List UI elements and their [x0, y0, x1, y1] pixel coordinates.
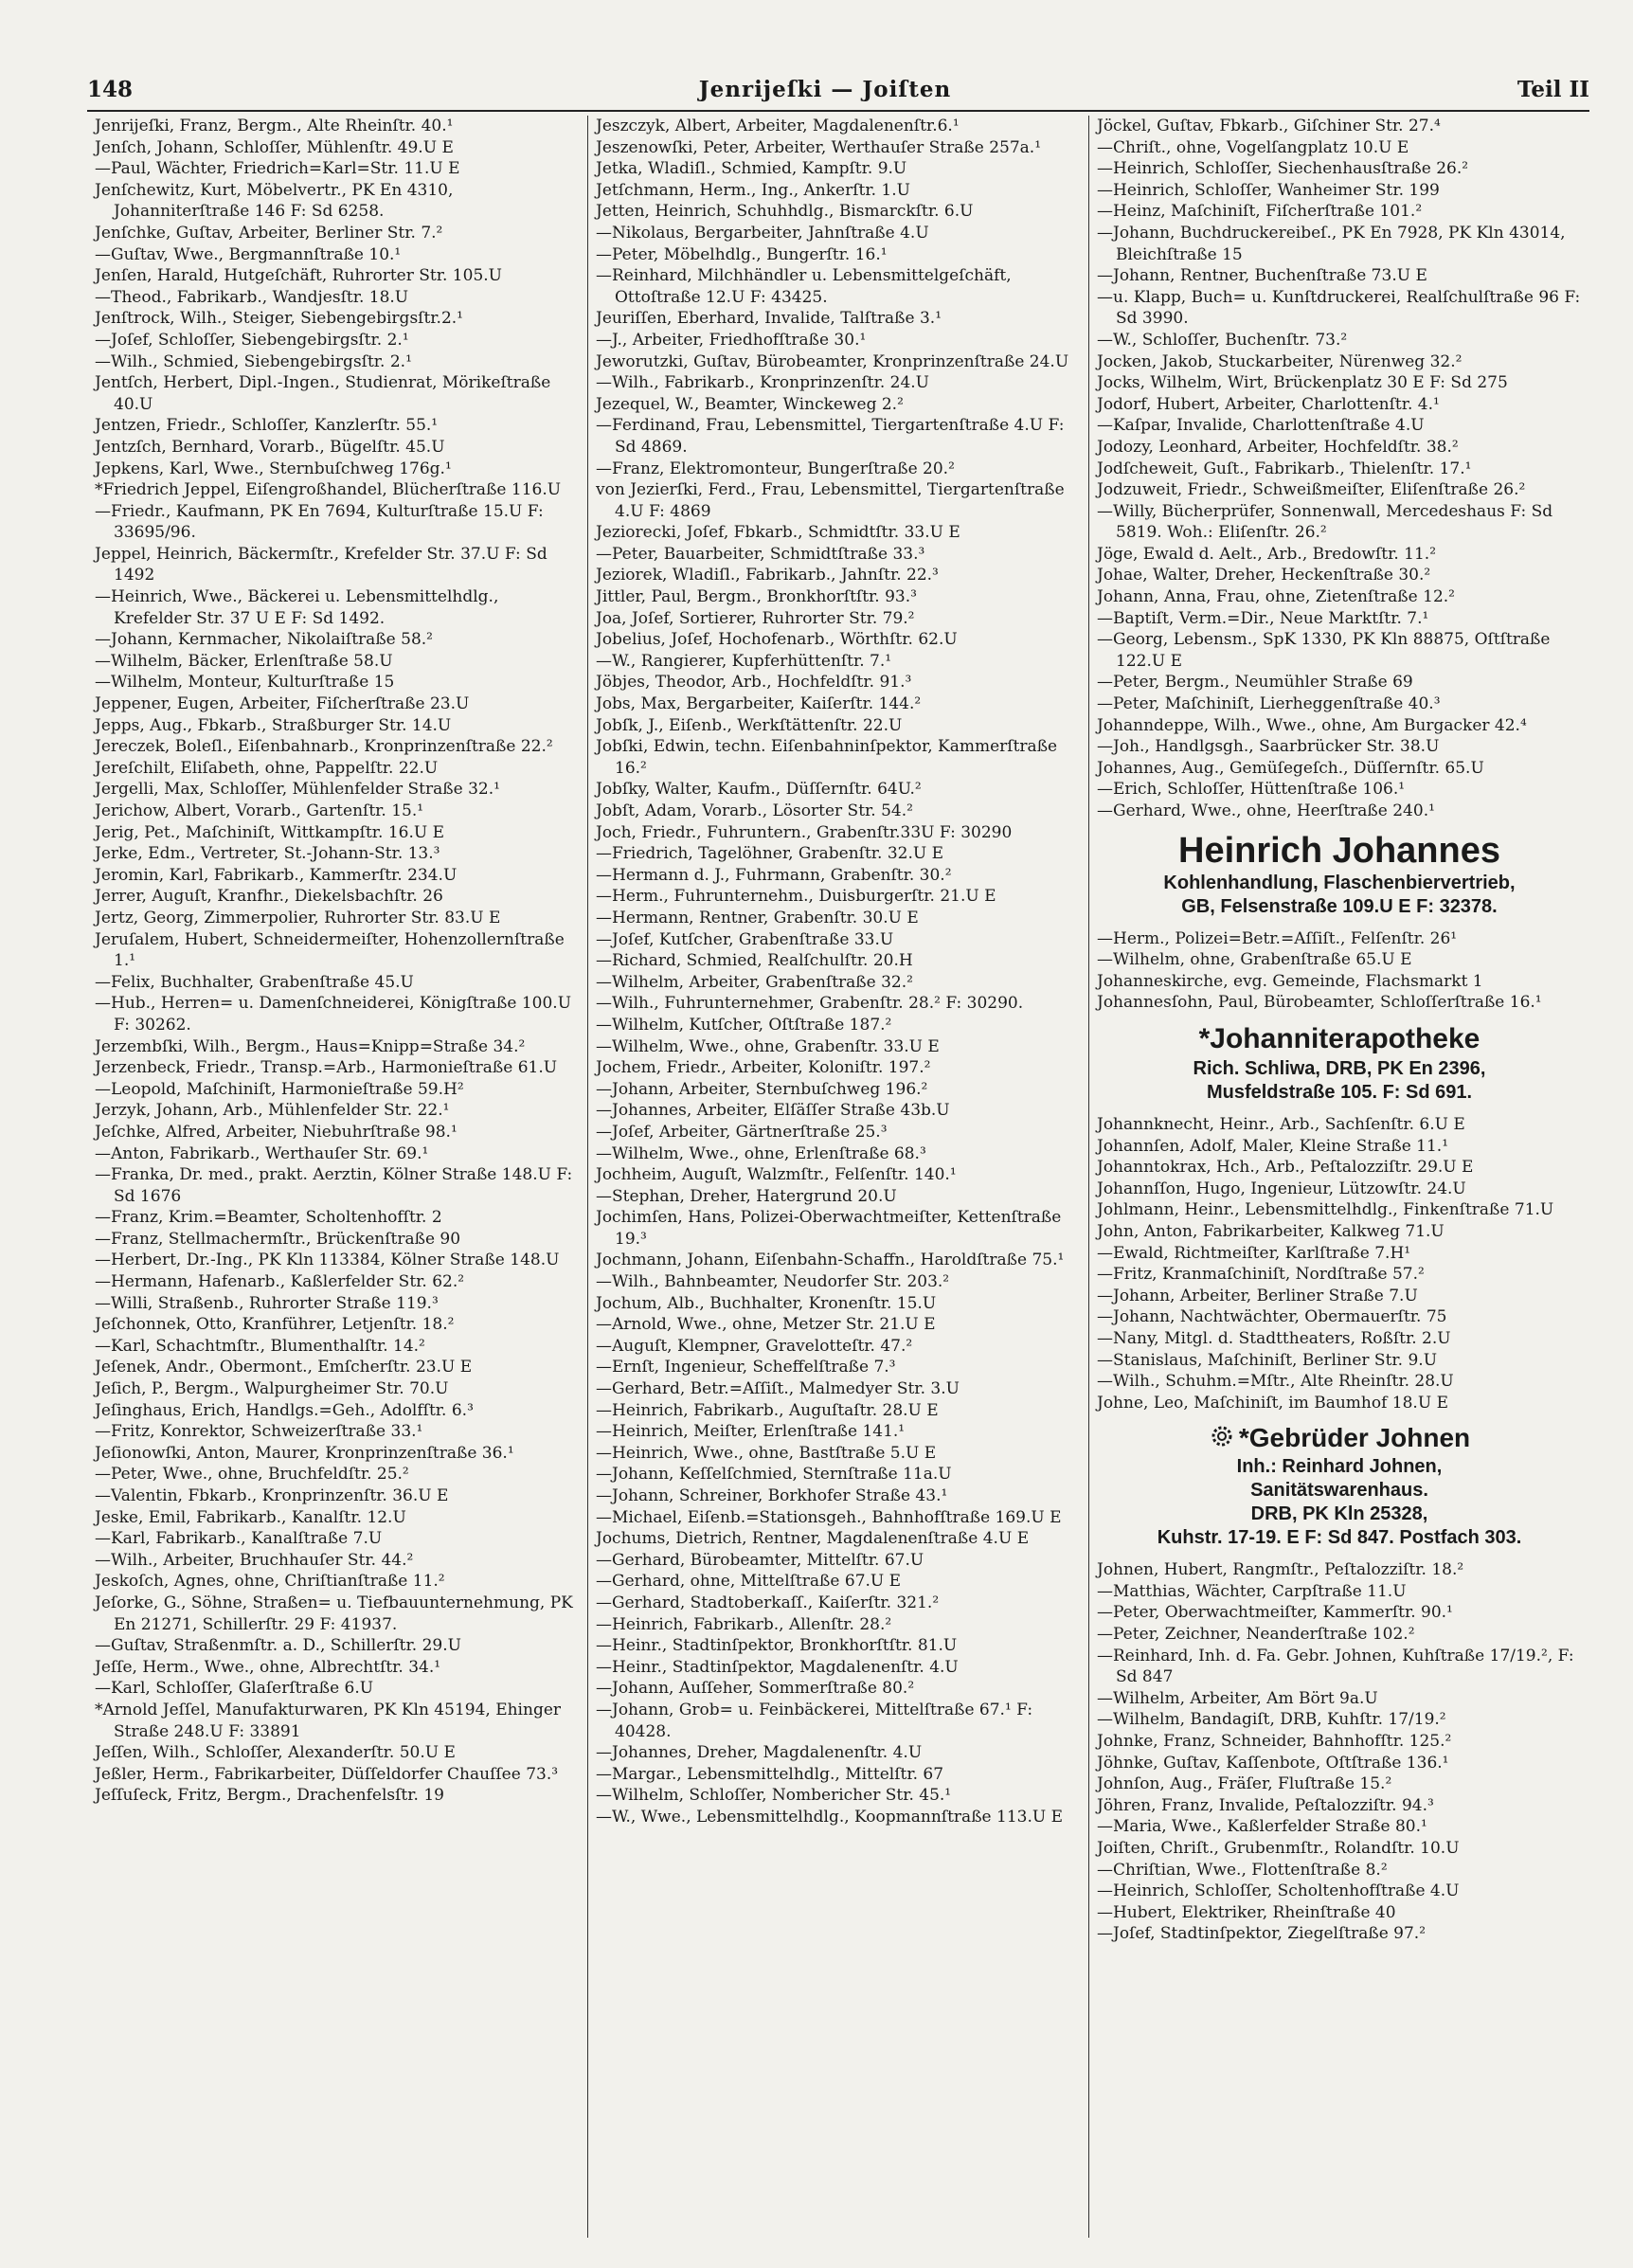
directory-entry: Jeſſe, Herm., Wwe., ohne, Albrechtſtr. 34.¹ — [95, 1657, 441, 1677]
directory-entry: Jenſchewitz, Kurt, Möbelvertr., PK En 4310, Johanniterſtraße 146 F: Sd 6258. — [95, 180, 454, 222]
directory-entry: Jobs, Max, Bergarbeiter, Kaiſerſtr. 144.² — [596, 694, 922, 714]
directory-entry: *Friedrich Jeppel, Eiſengroßhandel, Blücherſtraße 116.U — [95, 480, 562, 500]
directory-entry: —Johann, Buchdruckereibeſ., PK En 7928, PK Kln 43014, Bleichſtraße 15 — [1097, 223, 1566, 264]
directory-entry: —Karl, Fabrikarb., Kanalſtraße 7.U — [95, 1529, 383, 1549]
directory-entry: —Joſef, Arbeiter, Gärtnerſtraße 25.³ — [596, 1122, 888, 1142]
directory-entry: —Johann, Rentner, Buchenſtraße 73.U E — [1097, 266, 1427, 286]
directory-entry: —Peter, Zeichner, Neanderſtraße 102.² — [1097, 1625, 1415, 1645]
directory-entry: Jepkens, Karl, Wwe., Sternbuſchweg 176g.¹ — [95, 459, 452, 478]
advert-line: Kuhstr. 17-19. E F: Sd 847. Postfach 303. — [1157, 1527, 1522, 1549]
directory-entry: Jittler, Paul, Bergm., Bronkhorſtſtr. 93.³ — [596, 587, 917, 607]
directory-entry: Johlmann, Heinr., Lebensmittelhdlg., Finkenſtraße 71.U — [1097, 1200, 1554, 1220]
directory-entry: Jereczek, Boleſl., Eiſenbahnarb., Kronprinzenſtraße 22.² — [95, 737, 553, 757]
directory-entry: Jenſchke, Guſtav, Arbeiter, Berliner Str. 7.² — [95, 223, 443, 243]
directory-entry: Johanneskirche, evg. Gemeinde, Flachsmarkt 1 — [1097, 971, 1483, 991]
directory-entry: —Heinrich, Wwe., Bäckerei u. Lebensmittelhdlg., Krefelder Str. 37 U E F: Sd 1492. — [95, 587, 499, 628]
directory-entry: Jerig, Pet., Maſchiniſt, Wittkampſtr. 16.U E — [95, 822, 445, 842]
directory-entry: Jodozy, Leonhard, Arbeiter, Hochfeldſtr. 38.² — [1097, 437, 1459, 457]
directory-entry: Jeſenek, Andr., Obermont., Emſcherſtr. 23.U E — [95, 1358, 473, 1377]
directory-entry: —W., Schloſſer, Buchenſtr. 73.² — [1097, 330, 1348, 350]
directory-entry: —Fritz, Konrektor, Schweizerſtraße 33.¹ — [95, 1422, 423, 1442]
directory-entry: Jerzyk, Johann, Arb., Mühlenfelder Str. 22.¹ — [95, 1101, 450, 1121]
directory-entry: —Michael, Eiſenb.=Stationsgeh., Bahnhofſtraße 169.U E — [596, 1507, 1062, 1527]
directory-entry: Jeziorek, Wladiſl., Fabrikarb., Jahnſtr. 22.³ — [596, 566, 939, 585]
page-range-title: Jenrijeſki — Joiſten — [698, 76, 952, 102]
directory-entry: —Matthias, Wächter, Carpſtraße 11.U — [1097, 1581, 1407, 1601]
directory-entry: —Johann, Keſſelſchmied, Sternſtraße 11a.U — [596, 1465, 952, 1485]
directory-entry: —Heinr., Stadtinſpektor, Bronkhorſtſtr. 81.U — [596, 1636, 958, 1656]
directory-entry: —Wilh., Schuhm.=Mſtr., Alte Rheinſtr. 28.U — [1097, 1372, 1454, 1392]
directory-entry: Jeſorke, G., Söhne, Straßen= u. Tiefbauunternehmung, PK En 21271, Schillerſtr. 29 F: 41937. — [95, 1593, 573, 1634]
directory-entry: —Johann, Kernmacher, Nikolaiſtraße 58.² — [95, 630, 433, 650]
directory-entry: Jobſk, J., Eiſenb., Werkſtättenſtr. 22.U — [596, 715, 903, 735]
directory-entry: Jereſchilt, Eliſabeth, ohne, Pappelſtr. 22.U — [95, 758, 439, 778]
directory-entry: Jenrijeſki, Franz, Bergm., Alte Rheinſtr. 40.¹ — [95, 117, 454, 135]
directory-entry: —Johann, Auſſeher, Sommerſtraße 80.² — [596, 1679, 915, 1699]
directory-entry: Jöckel, Guſtav, Fbkarb., Giſchiner Str. 27.⁴ — [1097, 117, 1441, 135]
column-3-top-list — [1097, 116, 1582, 822]
directory-entry: —Hermann, Rentner, Grabenſtr. 30.U E — [596, 908, 919, 927]
directory-entry: —Franz, Elektromonteur, Bungerſtraße 20.² — [596, 459, 955, 478]
column-2 — [587, 116, 1088, 2238]
directory-entry: Johannknecht, Heinr., Arb., Sachſenſtr. 6.U E — [1097, 1114, 1465, 1134]
directory-entry: —Wilhelm, Bäcker, Erlenſtraße 58.U — [95, 651, 393, 671]
directory-entry: —J., Arbeiter, Friedhofſtraße 30.¹ — [596, 330, 867, 350]
directory-entry: —Peter, Bauarbeiter, Schmidtſtraße 33.³ — [596, 544, 925, 564]
directory-entry: —Wilh., Bahnbeamter, Neudorfer Str. 203.² — [596, 1272, 950, 1292]
directory-entry: —Heinrich, Fabrikarb., Auguſtaſtr. 28.U E — [596, 1400, 939, 1420]
directory-entry: Jochimſen, Hans, Polizei-Oberwachtmeiſter, Kettenſtraße 19.³ — [596, 1208, 1062, 1249]
directory-entry: —Herm., Fuhrunternehm., Duisburgerſtr. 21.U E — [596, 887, 996, 907]
directory-entry: —Valentin, Fbkarb., Kronprinzenſtr. 36.U E — [95, 1486, 449, 1505]
directory-entry: Jodorf, Hubert, Arbeiter, Charlottenſtr. 4.¹ — [1097, 394, 1440, 414]
directory-entry: Jeßler, Herm., Fabrikarbeiter, Düſſeldorfer Chauſſee 73.³ — [95, 1764, 559, 1784]
directory-entry: Jergelli, Max, Schloſſer, Mühlenfelder Straße 32.¹ — [95, 780, 500, 800]
directory-entry: Jodſcheweit, Guſt., Fabrikarb., Thielenſtr. 17.¹ — [1097, 459, 1472, 478]
directory-entry: —Franka, Dr. med., prakt. Aerztin, Kölner Straße 148.U F: Sd 1676 — [95, 1165, 573, 1206]
directory-entry: —Joſef, Kutſcher, Grabenſtraße 33.U — [596, 929, 894, 949]
directory-entry: Jezequel, W., Beamter, Winckeweg 2.² — [596, 394, 904, 414]
directory-entry: —Hub., Herren= u. Damenſchneiderei, Königſtraße 100.U F: 30262. — [95, 994, 572, 1035]
directory-entry: —Guſtav, Straßenmſtr. a. D., Schillerſtr. 29.U — [95, 1636, 461, 1656]
directory-entry: Jentſch, Herbert, Dipl.-Ingen., Studienrat, Mörikeſtraße 40.U — [95, 373, 551, 414]
directory-entry: Jeſſuſeck, Fritz, Bergm., Drachenfelsſtr. 19 — [95, 1786, 444, 1806]
directory-entry: Joa, Joſef, Sortierer, Ruhrorter Str. 79.² — [596, 608, 915, 628]
directory-entry: —Wilhelm, Arbeiter, Grabenſtraße 32.² — [596, 972, 913, 992]
directory-entry: —Johannes, Dreher, Magdalenenſtr. 4.U — [596, 1743, 923, 1763]
directory-entry: —Gerhard, Stadtoberkaſſ., Kaiſerſtr. 321.² — [596, 1593, 940, 1612]
directory-entry: Jocken, Jakob, Stuckarbeiter, Nürenweg 32.² — [1097, 351, 1463, 371]
directory-entry: Joiſten, Chriſt., Grubenmſtr., Rolandſtr. 10.U — [1097, 1839, 1460, 1858]
directory-entry: —Anton, Fabrikarb., Werthauſer Str. 69.¹ — [95, 1143, 429, 1163]
directory-entry: —Wilh., Arbeiter, Bruchhauſer Str. 44.² — [95, 1550, 414, 1570]
directory-entry: —Heinr., Stadtinſpektor, Magdalenenſtr. 4.U — [596, 1657, 959, 1677]
directory-entry: —Baptiſt, Verm.=Dir., Neue Marktſtr. 7.¹ — [1097, 608, 1429, 628]
column-3-bottom-list — [1097, 1559, 1582, 1945]
directory-entry: —Theod., Fabrikarb., Wandjesſtr. 18.U — [95, 287, 409, 307]
advert-heinrich-johannes — [1097, 830, 1582, 919]
directory-entry: Jeſchonnek, Otto, Kranführer, Letjenſtr. 18.² — [95, 1315, 455, 1335]
directory-entry: Jeske, Emil, Fabrikarb., Kanalſtr. 12.U — [95, 1507, 406, 1527]
directory-page — [87, 68, 1589, 2238]
directory-entry: —Johann, Arbeiter, Sternbuſchweg 196.² — [596, 1079, 928, 1099]
directory-entry: —Chriſt., ohne, Vogelſangplatz 10.U E — [1097, 137, 1409, 157]
directory-entry: —Hermann d. J., Fuhrmann, Grabenſtr. 30.² — [596, 865, 952, 885]
directory-entry: Jeſionowſki, Anton, Maurer, Kronprinzenſtraße 36.¹ — [95, 1443, 514, 1463]
directory-entry: —Gerhard, Betr.=Aſſiſt., Malmedyer Str. 3.U — [596, 1379, 960, 1399]
directory-entry: Jöhnke, Guſtav, Kaſſenbote, Oſtſtraße 136.¹ — [1097, 1753, 1449, 1773]
directory-entry: —Kaſpar, Invalide, Charlottenſtraße 4.U — [1097, 416, 1425, 436]
column-3-mid2-list — [1097, 1114, 1582, 1413]
directory-entry: —Wilh., Schmied, Siebengebirgsſtr. 2.¹ — [95, 351, 412, 371]
directory-entry: —Herbert, Dr.-Ing., PK Kln 113384, Kölner Straße 148.U — [95, 1251, 560, 1270]
directory-entry: Jeſinghaus, Erich, Handlgs.=Geh., Adolfſtr. 6.³ — [95, 1400, 474, 1420]
directory-entry: —Erich, Schloſſer, Hüttenſtraße 106.¹ — [1097, 780, 1406, 800]
advert-title: *Gebrüder Johnen — [1238, 1423, 1471, 1453]
directory-entry: Jerke, Edm., Vertreter, St.-Johann-Str. 13.³ — [95, 844, 440, 864]
page-header — [87, 68, 1589, 112]
column-1 — [87, 116, 587, 2238]
directory-entry: —Franz, Stellmachermſtr., Brückenſtraße 90 — [95, 1229, 461, 1249]
directory-entry: Johanndeppe, Wilh., Wwe., ohne, Am Burgacker 42.⁴ — [1097, 715, 1527, 735]
directory-entry: Johne, Leo, Maſchiniſt, im Baumhof 18.U E — [1097, 1393, 1448, 1413]
directory-entry: —Leopold, Maſchiniſt, Harmonieſtraße 59.H² — [95, 1079, 464, 1099]
directory-entry: Jenſch, Johann, Schloſſer, Mühlenſtr. 49.U E — [95, 137, 454, 157]
directory-entry: Jerichow, Albert, Vorarb., Gartenſtr. 15.¹ — [95, 801, 424, 820]
directory-entry: —Wilh., Fabrikarb., Kronprinzenſtr. 24.U — [596, 373, 930, 393]
directory-entry: Jenſtrock, Wilh., Steiger, Siebengebirgsſtr.2.¹ — [95, 309, 463, 329]
directory-entry: —W., Rangierer, Kupferhüttenſtr. 7.¹ — [596, 651, 892, 671]
directory-entry: —Wilhelm, Schloſſer, Nombericher Str. 45.¹ — [596, 1786, 952, 1806]
directory-entry: —Wilh., Fuhrunternehmer, Grabenſtr. 28.² F: 30290. — [596, 994, 1024, 1014]
part-label: Teil II — [1516, 76, 1589, 102]
directory-entry: Johannſſon, Hugo, Ingenieur, Lützowſtr. 24.U — [1097, 1179, 1466, 1198]
directory-entry: —Johann, Nachtwächter, Obermauerſtr. 75 — [1097, 1307, 1447, 1327]
directory-entry: —Wilhelm, Bandagiſt, DRB, Kuhſtr. 17/19.² — [1097, 1710, 1446, 1730]
directory-entry: Jeziorecki, Joſef, Fbkarb., Schmidtſtr. 33.U E — [596, 523, 960, 543]
directory-entry: —Wilhelm, Wwe., ohne, Grabenſtr. 33.U E — [596, 1036, 940, 1056]
directory-entry: —Ferdinand, Frau, Lebensmittel, Tiergartenſtraße 4.U F: Sd 4869. — [596, 416, 1065, 457]
directory-entry: Jepps, Aug., Fbkarb., Straßburger Str. 14.U — [95, 715, 452, 735]
directory-entry: —Stanislaus, Maſchiniſt, Berliner Str. 9.U — [1097, 1350, 1438, 1370]
directory-entry: —Friedr., Kaufmann, PK En 7694, Kulturſtraße 15.U F: 33695/96. — [95, 501, 544, 543]
directory-entry: —Peter, Bergm., Neumühler Straße 69 — [1097, 673, 1413, 693]
directory-entry: Jöge, Ewald d. Aelt., Arb., Bredowſtr. 11.² — [1097, 544, 1437, 564]
directory-entry: Jeſich, P., Bergm., Walpurgheimer Str. 70.U — [95, 1379, 449, 1399]
directory-entry: Jobſky, Walter, Kaufm., Düſſernſtr. 64U.² — [596, 780, 922, 800]
directory-entry: Johanntokrax, Hch., Arb., Peſtalozziſtr. 29.U E — [1097, 1158, 1474, 1178]
directory-entry: —Heinrich, Meiſter, Erlenſtraße 141.¹ — [596, 1422, 906, 1442]
directory-entry: —Heinrich, Schloſſer, Siechenhausſtraße 26.² — [1097, 159, 1469, 179]
directory-entry: —Hermann, Hafenarb., Kaßlerfelder Str. 62.² — [95, 1272, 465, 1292]
directory-entry: *Arnold Jeſſel, Manufakturwaren, PK Kln 45194, Ehinger Straße 248.U F: 33891 — [95, 1700, 562, 1741]
directory-entry: Jerrer, Auguſt, Kranfhr., Diekelsbachſtr. 26 — [95, 887, 443, 907]
directory-entry: John, Anton, Fabrikarbeiter, Kalkweg 71.U — [1097, 1221, 1445, 1241]
directory-entry: —Willi, Straßenb., Ruhrorter Straße 119.³ — [95, 1293, 439, 1313]
directory-entry: —Heinrich, Schloſſer, Wanheimer Str. 199 — [1097, 180, 1440, 200]
directory-entry: Jertz, Georg, Zimmerpolier, Ruhrorter Str. 83.U E — [95, 908, 501, 927]
directory-entry: —Felix, Buchhalter, Grabenſtraße 45.U — [95, 972, 414, 992]
directory-entry: —Johann, Arbeiter, Berliner Straße 7.U — [1097, 1286, 1418, 1305]
directory-entry: Jeworutzki, Guſtav, Bürobeamter, Kronprinzenſtraße 24.U — [596, 351, 1069, 371]
directory-entry: —Chriſtian, Wwe., Flottenſtraße 8.² — [1097, 1860, 1388, 1880]
directory-entry: —Nany, Mitgl. d. Stadttheaters, Roßſtr. 2.U — [1097, 1328, 1451, 1348]
directory-entry: —Arnold, Wwe., ohne, Metzer Str. 21.U E — [596, 1315, 936, 1335]
directory-entry: Jentzſch, Bernhard, Vorarb., Bügelſtr. 45.U — [95, 437, 445, 457]
directory-entry: Jobſt, Adam, Vorarb., Lösorter Str. 54.² — [596, 801, 913, 820]
directory-entry: —Richard, Schmied, Realſchulſtr. 20.H — [596, 951, 913, 971]
directory-entry: Johannesſohn, Paul, Bürobeamter, Schloſſerſtraße 16.¹ — [1097, 993, 1542, 1013]
directory-entry: —Johannes, Arbeiter, Elſäſſer Straße 43b.U — [596, 1101, 950, 1121]
directory-entry: Jenſen, Harald, Hutgeſchäft, Ruhrorter Str. 105.U — [95, 266, 502, 286]
directory-entry: —Johann, Schreiner, Borkhofer Straße 43.¹ — [596, 1486, 948, 1505]
directory-entry: Jochums, Dietrich, Rentner, Magdalenenſtraße 4.U E — [596, 1529, 1030, 1549]
directory-entry: —Joh., Handlgsgh., Saarbrücker Str. 38.U — [1097, 737, 1440, 757]
directory-entry: Jobelius, Joſef, Hochofenarb., Wörthſtr. 62.U — [596, 630, 958, 650]
columns — [87, 116, 1589, 2238]
directory-entry: —Guſtav, Wwe., Bergmannſtraße 10.¹ — [95, 244, 402, 264]
directory-entry: —Heinz, Maſchiniſt, Fiſcherſtraße 101.² — [1097, 202, 1423, 222]
advert-line: Inh.: Reinhard Johnen, — [1236, 1456, 1443, 1478]
column-3-mid-list — [1097, 928, 1582, 1014]
directory-entry: —Reinhard, Inh. d. Fa. Gebr. Johnen, Kuhſtraße 17/19.², F: Sd 847 — [1097, 1646, 1574, 1687]
directory-entry: —Herm., Polizei=Betr.=Aſſiſt., Felſenſtr. 26¹ — [1097, 928, 1458, 948]
directory-entry: —Friedrich, Tagelöhner, Grabenſtr. 32.U E — [596, 844, 944, 864]
directory-entry: —Wilhelm, Arbeiter, Am Bört 9a.U — [1097, 1688, 1378, 1708]
advert-title: Heinrich Johannes — [1178, 830, 1500, 871]
directory-entry: Jeromin, Karl, Fabrikarb., Kammerſtr. 234.U — [95, 865, 458, 885]
directory-entry: —Margar., Lebensmittelhdlg., Mittelſtr. 67 — [596, 1764, 944, 1784]
directory-entry: Johnſon, Aug., Fräſer, Fluſtraße 15.² — [1097, 1774, 1392, 1794]
advert-line: Sanitätswarenhaus. — [1250, 1480, 1428, 1502]
directory-entry: —Gerhard, ohne, Mittelſtraße 67.U E — [596, 1572, 902, 1592]
directory-entry: —W., Wwe., Lebensmittelhdlg., Koopmannſtraße 113.U E — [596, 1807, 1063, 1827]
directory-entry: Johnke, Franz, Schneider, Bahnhofſtr. 125.² — [1097, 1732, 1452, 1752]
directory-entry: —Ewald, Richtmeiſter, Karlſtraße 7.H¹ — [1097, 1243, 1411, 1263]
directory-entry: —Nikolaus, Bergarbeiter, Jahnſtraße 4.U — [596, 223, 929, 243]
directory-entry: —Wilhelm, Monteur, Kulturſtraße 15 — [95, 673, 395, 693]
directory-entry: —Joſef, Schloſſer, Siebengebirgsſtr. 2.¹ — [95, 330, 409, 350]
directory-entry: Jöhren, Franz, Invalide, Peſtalozziſtr. 94.³ — [1097, 1795, 1434, 1815]
directory-entry: Jetſchmann, Herm., Ing., Ankerſtr. 1.U — [596, 180, 910, 200]
directory-entry: —Peter, Wwe., ohne, Bruchfeldſtr. 25.² — [95, 1465, 409, 1485]
directory-entry: —Peter, Möbelhdlg., Bungerſtr. 16.¹ — [596, 244, 888, 264]
directory-entry: Jeſchke, Alfred, Arbeiter, Niebuhrſtraße 98.¹ — [95, 1122, 458, 1142]
advert-gebrueder-johnen — [1097, 1421, 1582, 1550]
directory-entry: —Heinrich, Wwe., ohne, Bastſtraße 5.U E — [596, 1443, 937, 1463]
directory-entry: —u. Klapp, Buch= u. Kunſtdruckerei, Realſchulſtraße 96 F: Sd 3990. — [1097, 287, 1581, 329]
directory-entry: Jobſki, Edwin, techn. Eiſenbahninſpektor, Kammerſtraße 16.² — [596, 737, 1058, 778]
directory-entry: Johannſen, Adolf, Maler, Kleine Straße 11.¹ — [1097, 1136, 1449, 1156]
directory-entry: Jerzenbeck, Friedr., Transp.=Arb., Harmonieſtraße 61.U — [95, 1058, 558, 1078]
directory-entry: Jeruſalem, Hubert, Schneidermeiſter, Hohenzollernſtraße 1.¹ — [95, 929, 565, 971]
directory-entry: —Paul, Wächter, Friedrich=Karl=Str. 11.U E — [95, 159, 460, 179]
directory-entry: Jeuriſſen, Eberhard, Invalide, Talſtraße 3.¹ — [596, 309, 942, 329]
directory-entry: —Gerhard, Bürobeamter, Mittelſtr. 67.U — [596, 1550, 924, 1570]
directory-entry: —Wilhelm, Kutſcher, Oſtſtraße 187.² — [596, 1015, 892, 1035]
directory-entry: Jodzuweit, Friedr., Schweißmeiſter, Eliſenſtraße 26.² — [1097, 480, 1526, 500]
directory-entry: —Ernſt, Ingenieur, Scheffelſtraße 7.³ — [596, 1358, 896, 1377]
directory-entry: —Karl, Schloſſer, Glaſerſtraße 6.U — [95, 1679, 374, 1699]
directory-entry: —Maria, Wwe., Kaßlerfelder Straße 80.¹ — [1097, 1817, 1427, 1837]
advert-johanniterapotheke — [1097, 1021, 1582, 1105]
directory-entry: Joch, Friedr., Fuhruntern., Grabenſtr.33U F: 30290 — [596, 822, 1013, 842]
directory-entry: —Karl, Schachtmſtr., Blumenthalſtr. 14.² — [95, 1336, 425, 1356]
directory-entry: —Reinhard, Milchhändler u. Lebensmittelgeſchäft, Ottoſtraße 12.U F: 43425. — [596, 266, 1012, 307]
directory-entry: Jochum, Alb., Buchhalter, Kronenſtr. 15.U — [596, 1293, 937, 1313]
directory-entry: Jeſſen, Wilh., Schloſſer, Alexanderſtr. 50.U E — [95, 1743, 456, 1763]
directory-entry: —Franz, Krim.=Beamter, Scholtenhofſtr. 2 — [95, 1208, 442, 1228]
directory-entry: —Wilhelm, Wwe., ohne, Erlenſtraße 68.³ — [596, 1143, 926, 1163]
directory-entry: —Peter, Oberwachtmeiſter, Kammerſtr. 90.¹ — [1097, 1603, 1453, 1623]
directory-entry: —Stephan, Dreher, Hatergrund 20.U — [596, 1186, 897, 1206]
directory-entry: —Hubert, Elektriker, Rheinſtraße 40 — [1097, 1902, 1396, 1922]
gear-emblem-icon — [1209, 1423, 1235, 1449]
directory-entry: Jerzembſki, Wilh., Bergm., Haus=Knipp=Straße 34.² — [95, 1036, 526, 1056]
directory-entry: Jeszenowſki, Peter, Arbeiter, Werthauſer Straße 257a.¹ — [596, 137, 1042, 157]
advert-title: *Johanniterapotheke — [1198, 1022, 1480, 1054]
directory-entry: —Peter, Maſchiniſt, Lierheggenſtraße 40.³ — [1097, 694, 1441, 714]
directory-entry: —Joſef, Stadtinſpektor, Ziegelſtraße 97.² — [1097, 1924, 1427, 1944]
directory-entry: —Willy, Bücherprüfer, Sonnenwall, Mercedeshaus F: Sd 5819. Woh.: Eliſenſtr. 26.² — [1097, 501, 1553, 543]
directory-entry: Jeppener, Eugen, Arbeiter, Fiſcherſtraße 23.U — [95, 694, 470, 714]
directory-entry: —Fritz, Kranmaſchiniſt, Nordſtraße 57.² — [1097, 1265, 1425, 1285]
directory-entry: —Auguſt, Klempner, Gravelotteſtr. 47.² — [596, 1336, 913, 1356]
directory-entry: Johann, Anna, Frau, ohne, Zietenſtraße 12.² — [1097, 587, 1455, 607]
directory-entry: Jochem, Friedr., Arbeiter, Koloniſtr. 197.² — [596, 1058, 931, 1078]
directory-entry: Jetten, Heinrich, Schuhhdlg., Bismarckſtr. 6.U — [596, 202, 974, 222]
advert-line: Rich. Schliwa, DRB, PK En 2396, — [1193, 1057, 1486, 1079]
advert-line: DRB, PK Kln 25328, — [1250, 1503, 1428, 1525]
directory-entry: —Gerhard, Wwe., ohne, Heerſtraße 240.¹ — [1097, 801, 1435, 820]
directory-entry: Jochmann, Johann, Eiſenbahn-Schaffn., Haroldſtraße 75.¹ — [596, 1251, 1065, 1270]
directory-entry: Jetka, Wladiſl., Schmied, Kampſtr. 9.U — [596, 159, 907, 179]
page-number: 148 — [87, 76, 134, 102]
advert-line: GB, Felsenstraße 109.U E F: 32378. — [1181, 895, 1498, 917]
directory-entry: —Heinrich, Fabrikarb., Allenſtr. 28.² — [596, 1614, 892, 1634]
advert-line: Kohlenhandlung, Flaschenbiervertrieb, — [1163, 872, 1516, 893]
advert-line: Musfeldstraße 105. F: Sd 691. — [1206, 1081, 1473, 1103]
directory-entry: —Georg, Lebensm., SpK 1330, PK Kln 88875, Oſtſtraße 122.U E — [1097, 630, 1551, 671]
directory-entry: Jentzen, Friedr., Schloſſer, Kanzlerſtr. 55.¹ — [95, 416, 439, 436]
directory-entry: —Heinrich, Schloſſer, Scholtenhofſtraße 4.U — [1097, 1881, 1460, 1901]
column-3 — [1088, 116, 1589, 2238]
directory-entry: Johannes, Aug., Gemüſegeſch., Düſſernſtr. 65.U — [1097, 758, 1484, 778]
directory-entry: Jeskoſch, Agnes, ohne, Chriſtianſtraße 11.² — [95, 1572, 445, 1592]
directory-entry: —Wilhelm, ohne, Grabenſtraße 65.U E — [1097, 950, 1412, 970]
directory-entry: Jochheim, Auguſt, Walzmſtr., Felſenſtr. 140.¹ — [596, 1165, 957, 1185]
directory-entry: Jocks, Wilhelm, Wirt, Brückenplatz 30 E F: Sd 275 — [1097, 373, 1508, 393]
directory-entry: —Johann, Grob= u. Feinbäckerei, Mittelſtraße 67.¹ F: 40428. — [596, 1700, 1033, 1741]
directory-entry: Johae, Walter, Dreher, Heckenſtraße 30.² — [1097, 566, 1431, 585]
directory-entry: Jeszczyk, Albert, Arbeiter, Magdalenenſtr.6.¹ — [596, 117, 960, 135]
directory-entry: Jeppel, Heinrich, Bäckermſtr., Krefelder Str. 37.U F: Sd 1492 — [95, 544, 547, 585]
directory-entry: Jöbjes, Theodor, Arb., Hochfeldſtr. 91.³ — [596, 673, 912, 693]
directory-entry: Johnen, Hubert, Rangmſtr., Peſtalozziſtr. 18.² — [1097, 1560, 1464, 1580]
directory-entry: von Jezierſki, Ferd., Frau, Lebensmittel, Tiergartenſtraße 4.U F: 4869 — [596, 480, 1065, 521]
